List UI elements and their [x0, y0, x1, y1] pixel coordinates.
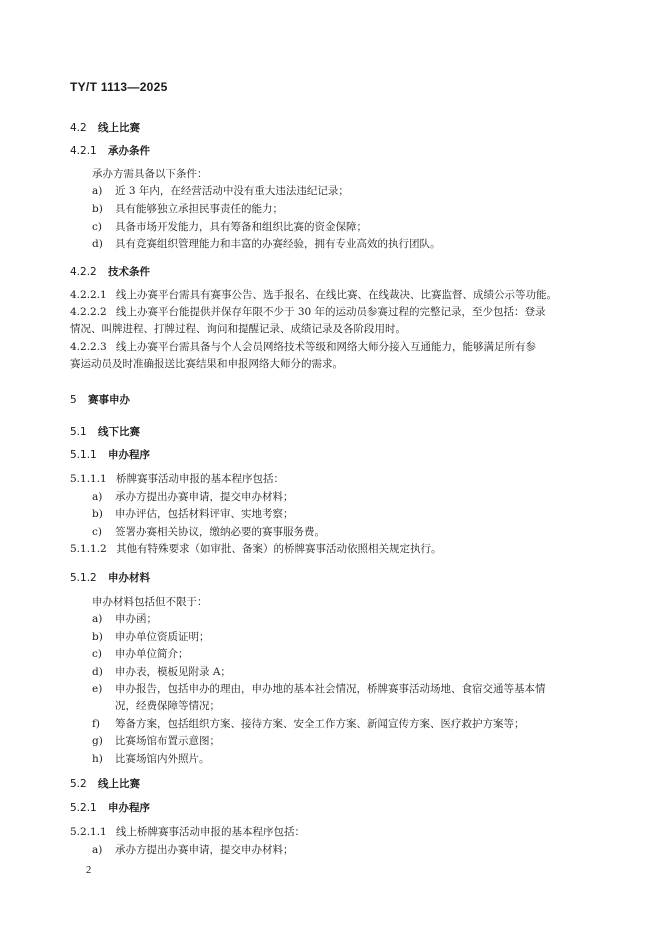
section-number: 4.2.1: [70, 145, 97, 157]
list-text: 具有竞赛组织管理能力和丰富的办赛经验，拥有专业高效的执行团队。: [115, 238, 441, 250]
section-number: 4.2.2: [70, 266, 97, 278]
clause-number: 5.1.1.1: [70, 473, 107, 485]
section-number: 5.2.1: [70, 802, 97, 814]
clause-continuation: 赛运动员及时准确报送比赛结果和申报网络大师分的需求。: [70, 358, 343, 370]
list-label: e): [92, 683, 103, 695]
paragraph-intro: 申办材料包括但不限于：: [92, 596, 208, 608]
clause-number: 5.1.1.2: [70, 543, 107, 555]
list-item: [92, 237, 441, 251]
section-heading-4-2-1: [70, 143, 150, 158]
section-number: 5: [70, 394, 77, 406]
page-number: 2: [86, 865, 92, 876]
list-item: [92, 682, 546, 696]
section-heading-5-1-2: [70, 570, 150, 585]
list-item: [92, 665, 231, 679]
clause-4-2-2-1: [70, 288, 557, 302]
list-text: 申办单位简介；: [115, 648, 189, 660]
list-text: 承办方提出办赛申请，提交申办材料；: [115, 491, 294, 503]
list-label: a): [92, 844, 103, 856]
list-label: a): [92, 491, 103, 503]
list-label: c): [92, 526, 102, 538]
list-label: d): [92, 666, 103, 678]
list-item: [92, 525, 325, 539]
paragraph-intro: 承办方需具备以下条件：: [92, 168, 208, 180]
clause-number: 4.2.2.2: [70, 306, 107, 318]
section-number: 4.2: [70, 122, 87, 134]
list-item: [92, 843, 294, 857]
list-text: 具备市场开发能力，具有筹备和组织比赛的资金保障；: [115, 221, 367, 233]
list-text: 近 3 年内，在经营活动中没有重大违法违纪记录；: [115, 185, 349, 197]
section-number: 5.1.1: [70, 449, 97, 461]
section-title: 线上比赛: [98, 122, 140, 134]
list-item: [92, 734, 220, 748]
list-text: 签署办赛相关协议，缴纳必要的赛事服务费。: [115, 526, 325, 538]
list-text: 申办函；: [115, 613, 157, 625]
section-title: 技术条件: [108, 266, 150, 278]
section-heading-4-2-2: [70, 264, 150, 279]
clause-number: 4.2.2.3: [70, 341, 107, 353]
section-title: 承办条件: [108, 145, 150, 157]
section-heading-5-1-1: [70, 447, 150, 462]
list-item: [92, 202, 283, 216]
standard-code: TY/T 1113—2025: [70, 80, 168, 94]
clause-5-1-1-2: [70, 542, 442, 556]
section-title: 赛事申办: [88, 394, 130, 406]
clause-5-2-1-1: [70, 825, 305, 839]
list-item: [92, 612, 157, 626]
list-text: 申办报告，包括申办的理由，申办地的基本社会情况，桥牌赛事活动场地、食宿交通等基本情: [115, 683, 546, 695]
list-item: [92, 752, 210, 766]
list-item: [92, 717, 525, 731]
list-label: g): [92, 735, 103, 747]
list-text: 承办方提出办赛申请，提交申办材料；: [115, 844, 294, 856]
clause-4-2-2-3: [70, 340, 536, 354]
list-item: [92, 220, 367, 234]
clause-text: 线上桥牌赛事活动申报的基本程序包括：: [116, 826, 305, 838]
section-heading-5-2-1: [70, 800, 150, 815]
section-title: 线下比赛: [98, 426, 140, 438]
section-title: 申办材料: [108, 572, 150, 584]
section-heading-5-2: [70, 776, 140, 791]
list-item: [92, 490, 294, 504]
list-label: a): [92, 613, 103, 625]
list-item-continuation: 况，经费保障等情况；: [115, 700, 220, 712]
list-label: f): [92, 718, 100, 730]
list-text: 比赛场馆内外照片。: [115, 753, 210, 765]
clause-text: 线上办赛平台能提供并保存年限不少于 30 年的运动员参赛过程的完整记录，至少包括：登录: [116, 306, 546, 318]
clause-text: 线上办赛平台需具有赛事公告、选手报名、在线比赛、在线裁决、比赛监督、成绩公示等功能。: [116, 289, 557, 301]
section-heading-5: [70, 392, 130, 407]
list-item: [92, 507, 294, 521]
list-label: b): [92, 631, 103, 643]
list-label: c): [92, 221, 102, 233]
clause-4-2-2-2: [70, 305, 546, 319]
clause-text: 线上办赛平台需具备与个人会员网络技术等级和网络大师分接入互通能力，能够满足所有参: [116, 341, 536, 353]
list-label: c): [92, 648, 102, 660]
section-title: 申办程序: [108, 449, 150, 461]
list-text: 具有能够独立承担民事责任的能力；: [115, 203, 283, 215]
clause-continuation: 情况、叫牌进程、打牌过程、询问和提醒记录、成绩记录及各阶段用时。: [70, 323, 406, 335]
section-title: 申办程序: [108, 802, 150, 814]
list-label: d): [92, 238, 103, 250]
clause-text: 桥牌赛事活动申报的基本程序包括：: [116, 473, 284, 485]
clause-number: 4.2.2.1: [70, 289, 107, 301]
list-label: h): [92, 753, 103, 765]
section-number: 5.1.2: [70, 572, 97, 584]
list-label: b): [92, 508, 103, 520]
section-number: 5.1: [70, 426, 87, 438]
section-title: 线上比赛: [98, 778, 140, 790]
list-item: [92, 184, 349, 198]
section-heading-4-2: [70, 120, 140, 135]
list-text: 申办单位资质证明；: [115, 631, 210, 643]
list-label: a): [92, 185, 103, 197]
list-label: b): [92, 203, 103, 215]
list-item: [92, 647, 189, 661]
clause-number: 5.2.1.1: [70, 826, 107, 838]
list-text: 比赛场馆布置示意图；: [115, 735, 220, 747]
clause-5-1-1-1: [70, 472, 284, 486]
list-item: [92, 630, 210, 644]
section-heading-5-1: [70, 424, 140, 439]
section-number: 5.2: [70, 778, 87, 790]
list-text: 申办表，模板见附录 A；: [115, 666, 231, 678]
clause-text: 其他有特殊要求（如审批、备案）的桥牌赛事活动依照相关规定执行。: [116, 543, 442, 555]
list-text: 筹备方案，包括组织方案、接待方案、安全工作方案、新闻宣传方案、医疗救护方案等；: [115, 718, 525, 730]
list-text: 申办评估，包括材料评审、实地考察；: [115, 508, 294, 520]
